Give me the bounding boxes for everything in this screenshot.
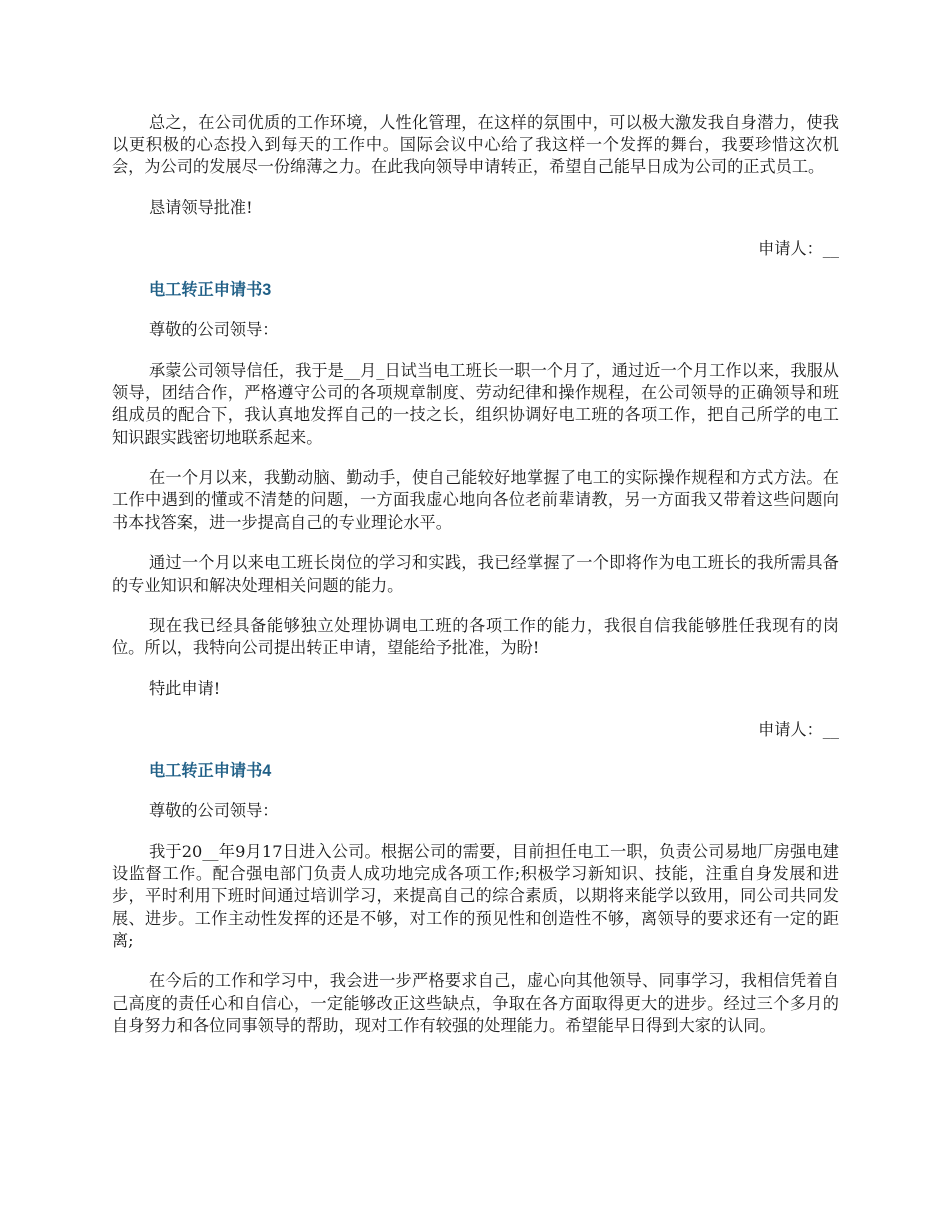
salutation: 尊敬的公司领导： <box>149 320 279 340</box>
section-heading: 电工转正申请书4 <box>149 761 272 780</box>
paragraph: 我于20__年9月17日进入公司。根据公司的需要，目前担任电工一职，负责公司易地厂房强电建设监督工作。配合强电部门负责人成功地完成各项工作;积极学习新知识、技能，注重自身发展和进步，平时利用下班时间通过培训学习，来提高自己的综合素质，以期将来能学以致用，同公司共同发展、进步。工作主动性发挥的还是不够，对工作的预见性和创造性不够，离领导的要求还有一定的距离; <box>112 841 839 950</box>
paragraph: 恳请领导批准! <box>149 198 253 218</box>
signature-line: 申请人：__ <box>758 719 839 739</box>
paragraph: 总之，在公司优质的工作环境，人性化管理，在这样的氛围中，可以极大激发我自身潜力，使我以更积极的心态投入到每天的工作中。国际会议中心给了我这样一个发挥的舞台，我要珍惜这次机会，为公司的发展尽一份绵薄之力。在此我向领导申请转正，希望自己能早日成为公司的正式员工。 <box>112 113 839 177</box>
paragraph: 在一个月以来，我勤动脑、勤动手，使自己能较好地掌握了电工的实际操作规程和方式方法。在工作中遇到的懂或不清楚的问题，一方面我虚心地向各位老前辈请教，另一方面我又带着这些问题向书本找答案，进一步提高自己的专业理论水平。 <box>112 468 839 532</box>
document-page <box>112 112 839 1037</box>
paragraph: 承蒙公司领导信任，我于是__月_日试当电工班长一职一个月了，通过近一个月工作以来，我服从领导，团结合作，严格遵守公司的各项规章制度、劳动纪律和操作规程，在公司领导的正确领导和班组成员的配合下，我认真地发挥自己的一技之长，组织协调好电工班的各项工作，把自己所学的电工知识跟实践密切地联系起来。 <box>112 360 839 447</box>
paragraph: 特此申请! <box>149 679 221 699</box>
paragraph: 通过一个月以来电工班长岗位的学习和实践，我已经掌握了一个即将作为电工班长的我所需具备的专业知识和解决处理相关问题的能力。 <box>112 553 839 595</box>
salutation: 尊敬的公司领导： <box>149 801 279 821</box>
section-heading: 电工转正申请书3 <box>149 280 272 299</box>
paragraph: 在今后的工作和学习中，我会进一步严格要求自己，虚心向其他领导、同事学习，我相信凭着自己高度的责任心和自信心，一定能够改正这些缺点，争取在各方面取得更大的进步。经过三个多月的自身努力和各位同事领导的帮助，现对工作有较强的处理能力。希望能早日得到大家的认同。 <box>112 971 839 1035</box>
paragraph: 现在我已经具备能够独立处理协调电工班的各项工作的能力，我很自信我能够胜任我现有的岗位。所以，我特向公司提出转正申请，望能给予批准，为盼! <box>112 616 839 658</box>
signature-line: 申请人：__ <box>758 238 839 258</box>
